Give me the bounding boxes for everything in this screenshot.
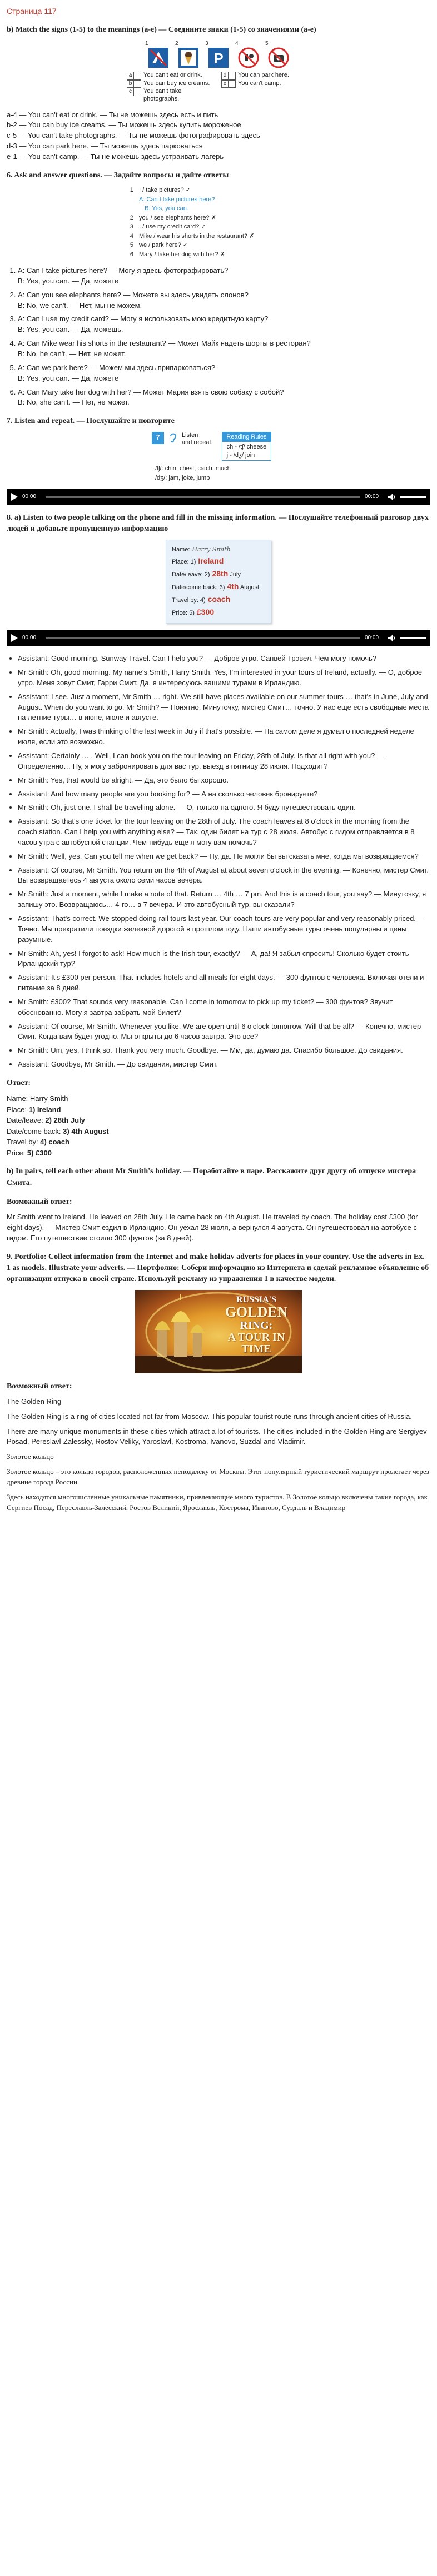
poster-line: RING: bbox=[240, 1319, 273, 1332]
questions-figure bbox=[127, 186, 310, 259]
list-item: • Assistant: And how many people are you booking for? — А на сколько человек бронируете? bbox=[18, 789, 430, 800]
prompt-text: Mary / take her dog with her? ✗ bbox=[139, 251, 225, 258]
sign-number: 1 bbox=[145, 40, 148, 47]
list-item bbox=[18, 266, 430, 287]
repeat-label: and repeat. bbox=[182, 439, 213, 446]
prompt-line bbox=[127, 241, 310, 250]
list-item: • Assistant: Goodbye, Mr Smith. — До свидания, мистер Смит. bbox=[18, 1059, 430, 1070]
form-row-travel bbox=[172, 593, 265, 606]
list-item: • Assistant: Of course, Mr Smith. Whenever you like. We are open until 6 o'clock tomorrow. Will that be all? — Конечно, мистер Смит. Когда вам будет угодно. Мы открыты до 6 часов завтра. Это все? bbox=[18, 1022, 430, 1043]
answer-line: B: Yes, you can. — Да, можете bbox=[18, 373, 119, 382]
answer-label: Ответ: bbox=[7, 1078, 31, 1087]
answer-row bbox=[7, 1115, 430, 1126]
form-row-place bbox=[172, 555, 265, 567]
answer-line: B: No, she can't. — Нет, не может. bbox=[18, 398, 130, 407]
ex8a-answer bbox=[7, 1093, 430, 1158]
audio-progress-track[interactable] bbox=[46, 496, 360, 498]
form-label: Price: 5) bbox=[172, 610, 195, 617]
meaning-c bbox=[127, 88, 216, 103]
list-item: • Mr Smith: Oh, good morning. My name's Smith, Harry Smith. Yes, I'm interested in your tours of Ireland, actually. — О, доброе утро. Меня зовут Смит, Гарри Смит. Да, я интересуюсь вашими турами в Ирландию. bbox=[18, 667, 430, 689]
answer-row-value: 5) £300 bbox=[27, 1148, 52, 1157]
play-icon[interactable] bbox=[11, 493, 18, 501]
signs-figure bbox=[127, 41, 310, 103]
audio-player[interactable] bbox=[7, 489, 430, 505]
reading-rules-box bbox=[222, 432, 272, 461]
answer-row-value: 3) 4th August bbox=[63, 1127, 109, 1135]
answer-row bbox=[7, 1137, 430, 1148]
meaning-a bbox=[127, 72, 216, 80]
answer-line: B: No, we can't. — Нет, мы не можем. bbox=[18, 301, 142, 310]
meaning-letter: b bbox=[127, 81, 134, 88]
prompt-text: you / see elephants here? ✗ bbox=[139, 214, 216, 221]
answer-row-value: 1) Ireland bbox=[28, 1105, 61, 1114]
text-title-ru: Золотое кольцо bbox=[7, 1452, 54, 1461]
prompt-number: 4 bbox=[130, 232, 133, 240]
parking-icon bbox=[208, 47, 229, 68]
form-value: £300 bbox=[196, 607, 215, 617]
form-value: coach bbox=[207, 595, 231, 604]
sign-number: 5 bbox=[265, 40, 269, 47]
answer-boxes bbox=[127, 72, 141, 80]
list-item bbox=[18, 338, 430, 360]
possible-answer-label: Возможный ответ: bbox=[7, 1197, 72, 1206]
ex9-heading: 9. Portfolio: Collect information from the Internet and make holiday adverts for places in your country. Use the adverts in Ex. 1 as models. Illustrate your adverts. — Портфолио: Собери информацию из Интернета и сделай рекламное объявление об организации отпуска в своей стране. Используй рекламу из упражнения 1 в качестве модели. bbox=[7, 1252, 429, 1284]
booking-form-figure bbox=[166, 540, 271, 624]
text-paragraph-en: The Golden Ring is a ring of cities located not far from Moscow. This popular tourist route runs through ancient cities of Russia. bbox=[7, 1412, 412, 1421]
list-item bbox=[18, 290, 430, 311]
answer-row-label: Price: bbox=[7, 1148, 26, 1157]
exercise-number: 7 bbox=[152, 432, 164, 444]
reading-rule: j - /dʒ/ join bbox=[226, 451, 255, 459]
list-item: • Assistant: Certainly … . Well, I can book you on the tour leaving on Friday, 28th of July. Is that all right with you? — Определенно… Ну, я могу забронировать для вас тур, выезд в пятницу 28 июля. Подходит? bbox=[18, 751, 430, 772]
page-number: Страница 117 bbox=[7, 7, 57, 16]
text-paragraph-en: There are many unique monuments in these cities which attract a lot of tourists. The cities included in the Golden Ring are Sergiyev Posad, Pereslavl-Zalessky, Rostov Veliky, Yaroslavl, Kostroma, Ivanovo, Suzdal and Vladimir. bbox=[7, 1427, 427, 1446]
form-value: Ireland bbox=[198, 556, 224, 565]
ex6-answers bbox=[7, 266, 430, 408]
volume-slider[interactable] bbox=[400, 637, 426, 639]
prompt-text: Mike / wear his shorts in the restaurant? ✗ bbox=[139, 232, 255, 240]
answer-row-value: 2) 28th July bbox=[45, 1116, 85, 1125]
listen-label: Listen bbox=[182, 431, 198, 439]
list-item: • Assistant: That's correct. We stopped doing rail tours last year. Our coach tours are very popular and very reasonably priced. — Точно. Мы прекратили поездки железной дорогой в прошлом году. Наши автобусные туры очень популярны и цены разумные. bbox=[18, 914, 430, 945]
poster-line: A TOUR IN TIME bbox=[227, 1331, 285, 1355]
duration-time: 00:00 bbox=[365, 635, 379, 641]
answer-boxes bbox=[127, 88, 141, 96]
audio-progress-track[interactable] bbox=[46, 637, 360, 639]
volume-icon[interactable] bbox=[388, 494, 396, 500]
answer-row-label: Travel by: bbox=[7, 1138, 38, 1147]
reading-rules-title: Reading Rules bbox=[222, 432, 271, 442]
ex8b-heading: b) In pairs, tell each other about Mr Smith's holiday. — Поработайте в паре. Расскажите друг другу об отпуске мистера Смита. bbox=[7, 1167, 416, 1187]
answer-line: a-4 — You can't eat or drink. — Ты не можешь здесь есть и пить bbox=[7, 110, 218, 119]
prompt-number: 6 bbox=[130, 251, 133, 258]
answer-line: B: No, he can't. — Нет, не может. bbox=[18, 350, 126, 358]
prompt-number: 1 bbox=[130, 187, 133, 194]
no-camera-icon bbox=[268, 47, 289, 68]
meaning-text: You can park here. bbox=[238, 72, 289, 79]
meaning-text: You can't take photographs. bbox=[143, 88, 182, 102]
ex8a-heading: 8. a) Listen to two people talking on the phone and fill in the missing information. — Послушайте телефонный разговор двух людей и добавьте пропущенную информацию bbox=[7, 514, 429, 534]
listen-repeat-label bbox=[182, 432, 213, 447]
list-item: • Assistant: I see. Just a moment, Mr Smith … right. We still have places available on our summer tours … that's in June, July and August. When do you want to go, Mr Smith? — Понятно. Минуточку, мистер Смит… точно. У нас еще есть свободные места на летние туры… в июне, июле и августе. bbox=[18, 692, 430, 724]
answer-line: d-3 — You can park here. — Ты можешь здесь парковаться bbox=[7, 142, 203, 151]
answer-row bbox=[7, 1126, 430, 1137]
volume-slider[interactable] bbox=[400, 496, 426, 498]
list-item: • Mr Smith: Oh, just one. I shall be travelling alone. — О, только на одного. Я буду путешествовать один. bbox=[18, 803, 430, 813]
list-item: • Mr Smith: Just a moment, while I make a note of that. Return … 4th … 7 pm. And this is a coach tour, you say? — Минуточку, я запишу это. Возвращаюсь… 4-го… в 7 вечера. И это автобусный тур, вы сказали? bbox=[18, 889, 430, 910]
volume-icon[interactable] bbox=[388, 635, 396, 641]
prompt-line bbox=[127, 213, 310, 223]
text-paragraph-ru: Золотое кольцо – это кольцо городов, расположенных неподалеку от Москвы. Этот популярный туристический маршрут пролегает через древние города России. bbox=[7, 1467, 429, 1486]
prompt-line bbox=[127, 186, 310, 195]
meaning-text: You can buy ice creams. bbox=[143, 79, 210, 87]
prompt-text: I / use my credit card? ✓ bbox=[139, 223, 206, 231]
list-item: • Assistant: Good morning. Sunway Travel. Can I help you? — Доброе утро. Санвей Трэвел. Чем могу помочь? bbox=[18, 654, 430, 664]
ex6-heading: 6. Ask and answer questions. — Задайте вопросы и дайте ответы bbox=[7, 171, 229, 180]
dialog-transcript bbox=[7, 654, 430, 1070]
form-label: Place: 1) bbox=[172, 558, 196, 565]
sign-number: 3 bbox=[205, 40, 208, 47]
prompt-text: I / take pictures? ✓ bbox=[139, 187, 191, 194]
answer-row bbox=[7, 1093, 430, 1104]
sign-4 bbox=[235, 41, 262, 69]
form-row-price bbox=[172, 606, 265, 619]
list-item bbox=[18, 363, 430, 384]
form-suffix: August bbox=[240, 584, 260, 591]
possible-answer-label: Возможный ответ: bbox=[7, 1382, 72, 1391]
reading-rules-body bbox=[222, 442, 271, 460]
meaning-letter: a bbox=[127, 72, 134, 79]
sign-2 bbox=[175, 41, 202, 69]
meaning-letter: c bbox=[127, 88, 134, 96]
question-line: 6. A: Can Mary take her dog with her? — Может Мария взять свою собаку с собой? bbox=[18, 387, 284, 396]
form-label: Travel by: 4) bbox=[172, 597, 206, 604]
duration-time: 00:00 bbox=[365, 493, 379, 500]
no-food-drink-icon bbox=[238, 47, 259, 68]
ex6b-answers bbox=[7, 110, 430, 162]
form-row-leave bbox=[172, 567, 265, 580]
prompt-line bbox=[127, 250, 310, 260]
answer-row bbox=[7, 1104, 430, 1115]
list-item: • Mr Smith: Actually, I was thinking of the last week in July if that's possible. — На самом деле я думал о последней неделе июля, если это возможно. bbox=[18, 726, 430, 748]
list-item: • Assistant: Of course, Mr Smith. You return on the 4th of August at about seven o'clock in the evening. — Конечно, мистер Смит. Вы возвращаетесь 4 августа около семи часов вечера. bbox=[18, 865, 430, 886]
play-icon[interactable] bbox=[11, 634, 18, 642]
form-value: 28th bbox=[212, 569, 229, 578]
form-label: Date/leave: 2) bbox=[172, 571, 210, 578]
prompt-number: 2 bbox=[130, 214, 133, 221]
model-answer: B: Yes, you can. bbox=[145, 205, 188, 212]
text-title-en: The Golden Ring bbox=[7, 1397, 62, 1406]
meaning-letter: e bbox=[222, 81, 229, 88]
form-label: Name: bbox=[172, 546, 190, 553]
prompt-text: we / park here? ✓ bbox=[139, 242, 188, 249]
question-line: 2. A: Can you see elephants here? — Можете вы здесь увидеть слонов? bbox=[18, 290, 249, 299]
ex8b-answer: Mr Smith went to Ireland. He leaved on 28th July. He came back on 4th August. He traveled by coach. The holiday cost £300 (for eight days). — Мистер Смит ездил в Ирландию. Он уехал 28 июля, а вернулся 4 августа. Он путешествовал на автобусе с гидом. Его путешествие стоило 300 фунтов (за 8 дней). bbox=[7, 1213, 418, 1242]
answer-row-label: Name: bbox=[7, 1094, 28, 1103]
sign-number: 4 bbox=[235, 40, 239, 47]
no-camping-icon bbox=[148, 47, 169, 68]
sign-5 bbox=[265, 41, 292, 69]
meaning-letter: d bbox=[222, 72, 229, 79]
listen-repeat-figure bbox=[152, 432, 285, 483]
sound-line: /tʃ/: chin, chest, catch, much bbox=[155, 465, 231, 472]
answer-boxes bbox=[221, 80, 236, 88]
answer-boxes bbox=[127, 80, 141, 88]
question-line: 4. A: Can Mike wear his shorts in the restaurant? — Может Майк надеть шорты в ресторан? bbox=[18, 339, 311, 348]
answer-row-value: 4) coach bbox=[40, 1138, 69, 1147]
prompt-line bbox=[127, 222, 310, 232]
prompt-line bbox=[127, 232, 310, 241]
audio-player[interactable] bbox=[7, 630, 430, 646]
answer-line: B: Yes, you can. — Да, можешь. bbox=[18, 325, 123, 334]
list-item: • Mr Smith: Yes, that would be alright. — Да, это было бы хорошо. bbox=[18, 775, 430, 786]
answer-line: B: Yes, you can. — Да, можете bbox=[18, 276, 119, 285]
sign-number: 2 bbox=[175, 40, 178, 47]
list-item: • Mr Smith: Um, yes, I think so. Thank you very much. Goodbye. — Мм, да, думаю да. Спасибо большое. До свидания. bbox=[18, 1045, 430, 1056]
answer-line: c-5 — You can't take photographs. — Ты не можешь фотографировать здесь bbox=[7, 131, 260, 140]
answer-line: e-1 — You can't camp. — Ты не можешь здесь устраивать лагерь bbox=[7, 152, 224, 161]
form-label: Date/come back: 3) bbox=[172, 584, 225, 591]
answer-row-label: Date/come back: bbox=[7, 1127, 61, 1135]
meaning-b bbox=[127, 80, 216, 88]
current-time: 00:00 bbox=[22, 635, 37, 641]
answer-line: b-2 — You can buy ice creams. — Ты можешь здесь купить мороженое bbox=[7, 121, 241, 129]
question-line: 1. A: Can I take pictures here? — Могу я здесь фотографировать? bbox=[18, 266, 229, 275]
prompt-number: 3 bbox=[130, 223, 133, 231]
poster-line: GOLDEN bbox=[225, 1304, 288, 1321]
poster-line: RUSSIA'S bbox=[236, 1294, 277, 1304]
form-value: Harry Smith bbox=[192, 545, 231, 553]
list-item bbox=[18, 387, 430, 408]
list-item: • Mr Smith: Well, yes. Can you tell me when we get back? — Ну, да. Не могли бы вы сказать мне, когда мы возвращаемся? bbox=[18, 851, 430, 862]
signs-row bbox=[127, 41, 310, 69]
sound-line: /dʒ/: jam, joke, jump bbox=[155, 474, 210, 481]
list-item bbox=[18, 314, 430, 335]
reading-rule: ch - /tʃ/ cheese bbox=[226, 444, 267, 451]
current-time: 00:00 bbox=[22, 493, 37, 500]
answer-row-label: Date/leave: bbox=[7, 1116, 43, 1125]
model-question: A: Can I take pictures here? bbox=[139, 196, 215, 203]
ex7-heading: 7. Listen and repeat. — Послушайте и повторите bbox=[7, 417, 175, 426]
form-suffix: July bbox=[230, 571, 241, 578]
sound-examples bbox=[152, 464, 285, 482]
golden-ring-poster bbox=[135, 1290, 302, 1373]
question-line: 3. A: Can I use my credit card? — Могу я использовать мою кредитную карту? bbox=[18, 315, 269, 323]
meaning-text: You can't camp. bbox=[238, 79, 281, 87]
ear-icon bbox=[168, 432, 177, 443]
listen-repeat-header bbox=[152, 432, 285, 461]
form-row-back bbox=[172, 580, 265, 593]
svg-text:P: P bbox=[213, 50, 224, 67]
sign-3 bbox=[205, 41, 232, 69]
answer-row bbox=[7, 1148, 430, 1159]
ice-cream-icon bbox=[178, 47, 199, 68]
poster-title bbox=[218, 1296, 294, 1355]
list-item: • Assistant: So that's one ticket for the tour leaving on the 28th of July. The coach leaves at 8 o'clock in the morning from the coach station. Can I help you with anything else? — Так, один билет на тур с 28 июля. Автобус с гидом отправляется в 8 часов утра с автобусной станции. Чем-нибудь еще я могу вам помочь? bbox=[18, 816, 430, 848]
list-item: • Mr Smith: Ah, yes! I forgot to ask! How much is the Irish tour, exactly? — А, да! Я забыл спросить! Сколько будет стоить Ирландский тур? bbox=[18, 949, 430, 970]
meaning-e bbox=[221, 80, 310, 88]
sign-1 bbox=[145, 41, 172, 69]
prompt-number: 5 bbox=[130, 242, 133, 249]
meaning-d bbox=[221, 72, 310, 80]
list-item: • Assistant: It's £300 per person. That includes hotels and all meals for eight days. — 300 фунтов с человека. Включая отели и питание за 8 дней. bbox=[18, 973, 430, 994]
form-value: 4th bbox=[227, 581, 239, 591]
answer-row-value: Harry Smith bbox=[29, 1094, 68, 1103]
meanings-grid bbox=[127, 72, 310, 103]
text-paragraph-ru: Здесь находятся многочисленные уникальные памятники, привлекающие много туристов. В Золотое кольцо включены такие города, как Сергиев Посад, Переславль-Залесский, Ростов Великий, Ярославль, Кострома, Иваново, Суздаль и Владимир bbox=[7, 1492, 428, 1512]
ex6b-heading: b) Match the signs (1-5) to the meanings (a-e) — Соедините знаки (1-5) со значениями (a-e) bbox=[7, 26, 316, 34]
list-item: • Mr Smith: £300? That sounds very reasonable. Can I come in tomorrow to pick up my ticket? — 300 фунтов? Звучит обоснованно. Могу я завтра забрать мой билет? bbox=[18, 997, 430, 1018]
meaning-text: You can't eat or drink. bbox=[143, 72, 202, 79]
question-line: 5. A: Can we park here? — Можем мы здесь припарковаться? bbox=[18, 363, 216, 372]
form-row-name bbox=[172, 545, 265, 555]
answer-boxes bbox=[221, 72, 236, 80]
answer-row-label: Place: bbox=[7, 1105, 27, 1114]
